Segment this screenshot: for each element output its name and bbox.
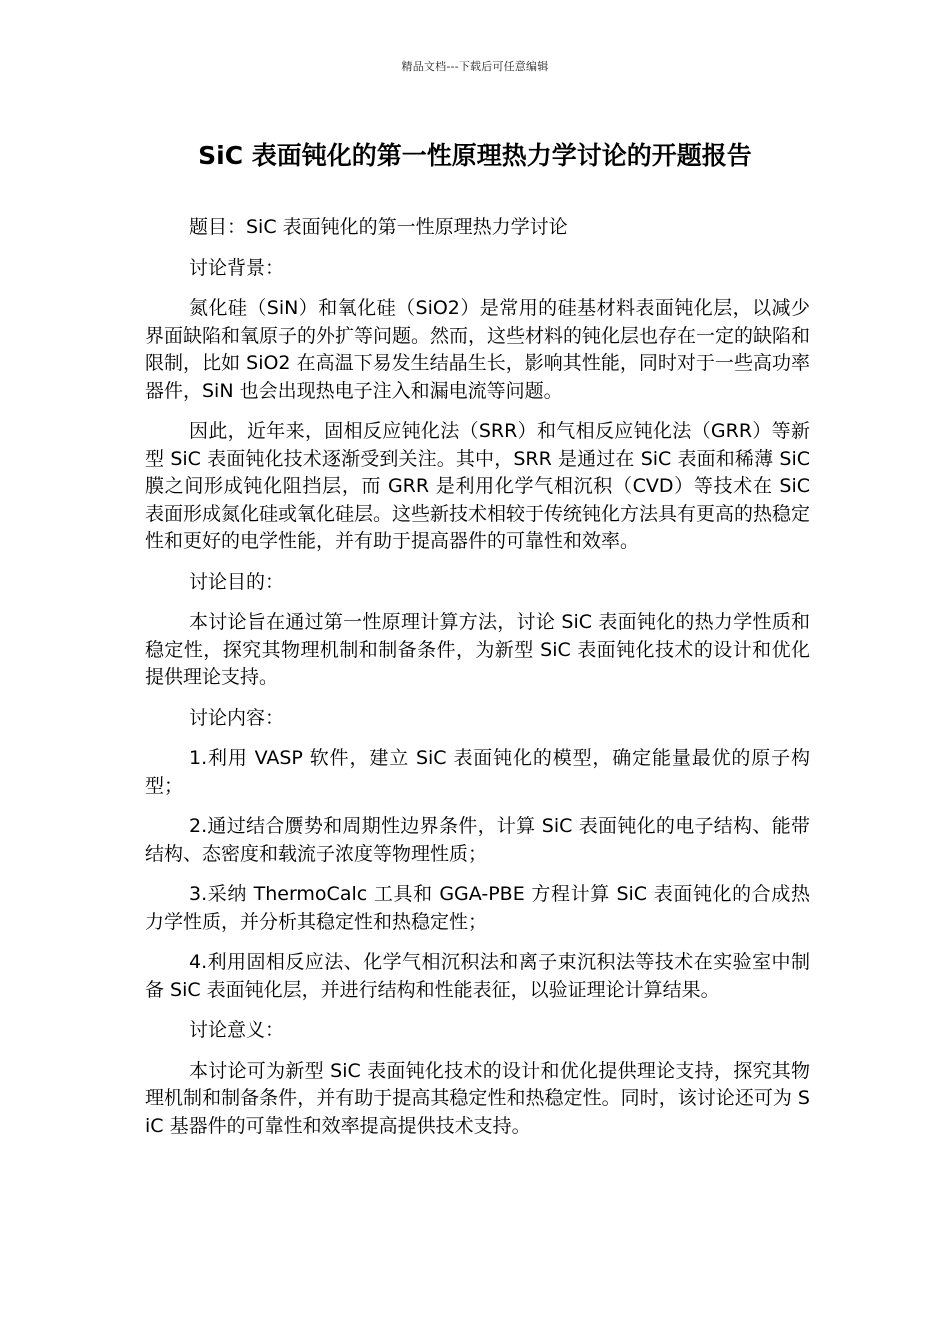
purpose-paragraph: 本讨论旨在通过第一性原理计算方法，讨论 SiC 表面钝化的热力学性质和稳定性，探究其物理机制和制备条件，为新型 SiC 表面钝化技术的设计和优化提供理论支持。: [145, 611, 810, 688]
significance-paragraph: 本讨论可为新型 SiC 表面钝化技术的设计和优化提供理论支持，探究其物理机制和制备条件，并有助于提高其稳定性和热稳定性。同时，该讨论还可为 SiC 基器件的可靠性和效率提高提供技术支持。: [145, 1059, 810, 1137]
content-item-2: 2.通过结合赝势和周期性边界条件，计算 SiC 表面钝化的电子结构、能带结构、态密度和载流子浓度等物理性质；: [145, 815, 810, 865]
purpose-heading: 讨论目的：: [189, 570, 285, 593]
topic-line: 题目：SiC 表面钝化的第一性原理热力学讨论: [189, 216, 568, 238]
content-item-3: 3.采纳 ThermoCalc 工具和 GGA-PBE 方程计算 SiC 表面钝化的合成热力学性质，并分析其稳定性和热稳定性；: [145, 883, 810, 933]
content-heading: 讨论内容：: [189, 706, 285, 729]
background-heading: 讨论背景：: [189, 256, 285, 279]
content-item-4: 4.利用固相反应法、化学气相沉积法和离子束沉积法等技术在实验室中制备 SiC 表面钝化层，并进行结构和性能表征，以验证理论计算结果。: [145, 951, 810, 1001]
document-title: SiC 表面钝化的第一性原理热力学讨论的开题报告: [198, 141, 752, 170]
content-item-1: 1.利用 VASP 软件，建立 SiC 表面钝化的模型，确定能量最优的原子构型；: [145, 747, 810, 797]
header-note: 精品文档---下载后可任意编辑: [401, 60, 549, 73]
background-paragraph-1: 氮化硅（SiN）和氧化硅（SiO2）是常用的硅基材料表面钝化层，以减少界面缺陷和氧原子的外扩等问题。然而，这些材料的钝化层也存在一定的缺陷和限制，比如 SiO2 在高温下易发生结晶生长，影响其性能，同时对于一些高功率器件，SiN 也会出现热电子注入和漏电流等问题。: [145, 297, 811, 402]
document-body: [145, 214, 810, 1153]
significance-heading: 讨论意义：: [189, 1019, 285, 1041]
background-paragraph-2: 因此，近年来，固相反应钝化法（SRR）和气相反应钝化法（GRR）等新型 SiC 表面钝化技术逐渐受到关注。其中，SRR 是通过在 SiC 表面和稀薄 SiC 膜之间形成钝化阻挡层，而 GRR 是利用化学气相沉积（CVD）等技术在 SiC 表面形成氮化硅或氧化硅层。这些新技术相较于传统钝化方法具有更高的热稳定性和更好的电学性能，并有助于提高器件的可靠性和效率。: [145, 420, 811, 552]
